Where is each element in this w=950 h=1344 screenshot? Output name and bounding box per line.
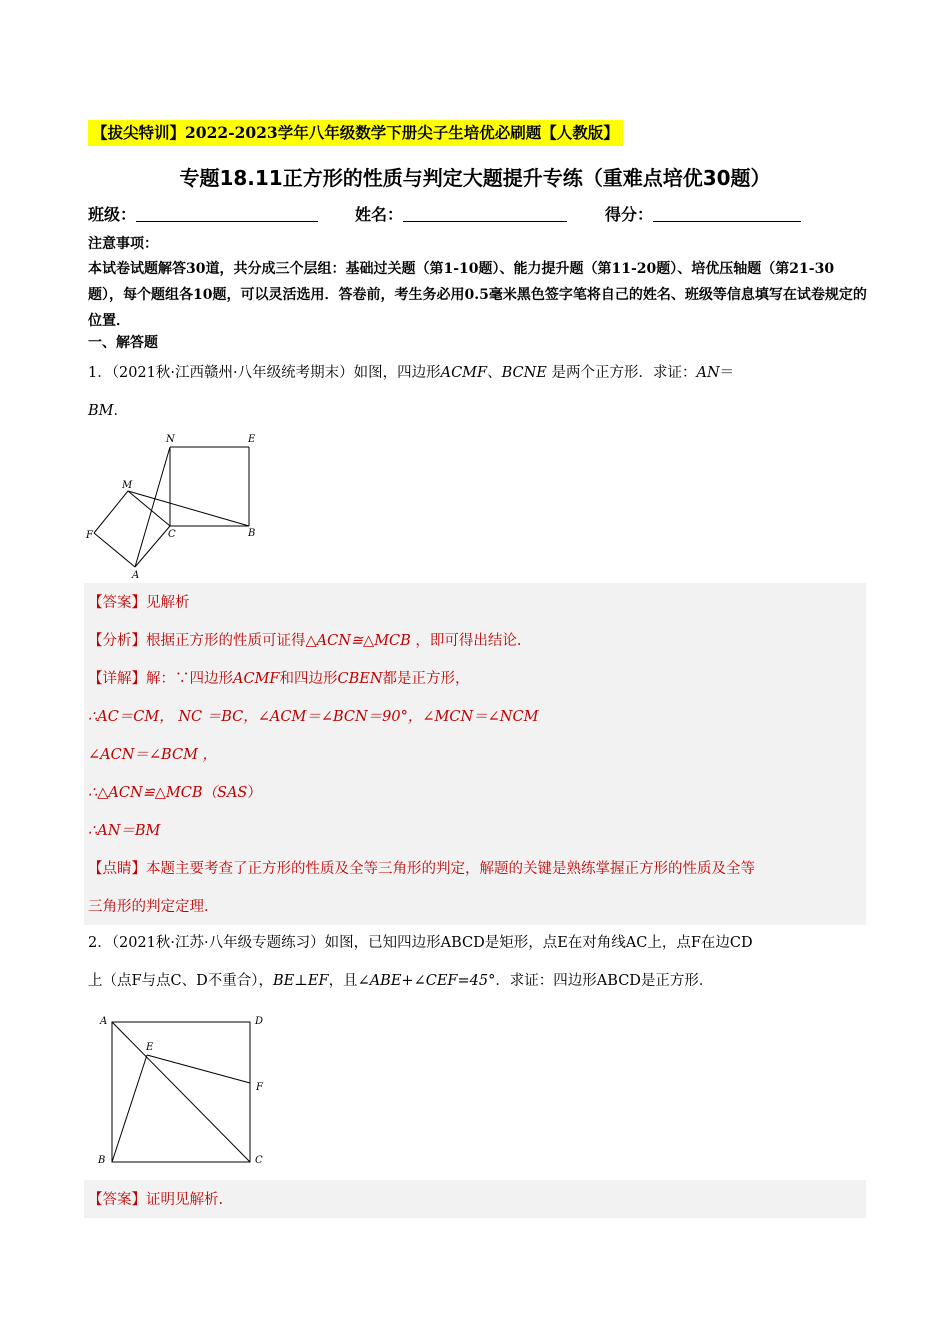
q1-label-e: E xyxy=(248,434,256,445)
q1-text-b: 是两个正方形．求证： xyxy=(546,365,697,381)
q1-comment-tag: 【点睛】 xyxy=(88,861,146,877)
q2-source: （2021秋·江苏·八年级专题练习） xyxy=(111,935,325,951)
q1-step-3-b: SAS xyxy=(217,785,248,801)
q1-source: （2021秋·江西赣州·八年级统考期末） xyxy=(111,365,354,381)
q1-label-c: C xyxy=(168,529,176,540)
q2-number: 2． xyxy=(88,935,112,951)
q1-solution-box xyxy=(84,583,866,925)
q1-detail-s1: ACMF xyxy=(233,671,280,687)
q1-analysis-tag: 【分析】 xyxy=(88,633,146,649)
question-1 xyxy=(88,354,868,430)
q1-separator: 、 xyxy=(487,365,502,381)
q1-answer-line xyxy=(88,591,190,612)
q1-period: ． xyxy=(113,403,129,419)
q2-line-2-b: ，且 xyxy=(328,973,358,989)
class-blank[interactable] xyxy=(136,203,318,222)
q1-figure xyxy=(84,430,274,582)
header-banner: 【拔尖特训】2022-2023学年八年级数学下册尖子生培优必刷题【人教版】 xyxy=(88,120,623,146)
q2-answer-tag: 【答案】 xyxy=(88,1192,146,1208)
q1-label-a: A xyxy=(132,570,140,581)
q1-label-f: F xyxy=(86,530,93,541)
q2-line-2-c: ．求证：四边形ABCD是正方形． xyxy=(495,973,714,989)
q1-step-1 xyxy=(88,705,538,726)
q1-answer-tag: 【答案】 xyxy=(88,595,146,611)
q1-comment-line-1 xyxy=(88,857,755,878)
q2-line-2-math: BE⊥EF xyxy=(273,973,329,989)
q1-step-3-a: ∴△ACN≌△MCB（ xyxy=(88,785,218,801)
q2-label-d: D xyxy=(255,1016,264,1027)
q1-step-3-c: ） xyxy=(247,785,262,801)
q2-figure xyxy=(92,1010,274,1168)
score-blank[interactable] xyxy=(653,203,801,222)
q1-label-n: N xyxy=(166,434,175,445)
q2-label-f: F xyxy=(256,1082,263,1093)
q1-square-1: ACMF xyxy=(440,365,488,381)
q1-step-2-text: ∠ACN＝∠BCM ， xyxy=(88,747,218,763)
q1-comment-line-2: 三角形的判定定理. xyxy=(88,899,209,915)
q2-line-2-a: 上（点F与点C、D不重合）， xyxy=(88,973,274,989)
q1-answer: 见解析 xyxy=(146,595,190,611)
q1-number: 1． xyxy=(88,365,112,381)
q2-answer: 证明见解析. xyxy=(146,1192,224,1208)
name-field xyxy=(355,203,567,227)
q2-label-e: E xyxy=(146,1042,154,1053)
q2-label-b: B xyxy=(98,1155,106,1166)
q2-label-a: A xyxy=(100,1016,108,1027)
q1-step-1-text: ∴AC＝CM， NC ＝BC，∠ACM＝∠BCN＝90°，∠MCN＝∠NCM xyxy=(88,709,539,725)
q2-solution-box xyxy=(84,1180,866,1218)
q1-label-m: M xyxy=(122,480,133,491)
q1-text-a: 如图，四边形 xyxy=(353,365,441,381)
q1-step-4-text: ∴AN＝BM xyxy=(88,823,161,839)
q1-detail-s2: CBEN xyxy=(337,671,383,687)
section-heading: 一、解答题 xyxy=(88,335,158,351)
class-field xyxy=(88,203,318,227)
score-label: 得分： xyxy=(605,205,654,224)
q2-answer-line xyxy=(88,1188,223,1209)
q1-analysis-b: ，即可得出结论. xyxy=(410,633,522,649)
name-blank[interactable] xyxy=(403,203,567,222)
q1-detail-b: 都是正方形， xyxy=(382,671,470,687)
notes-heading: 注意事项： xyxy=(88,236,158,252)
q2-line-1: 如图，已知四边形ABCD是矩形，点E在对角线AC上，点F在边CD xyxy=(324,935,753,951)
q1-analysis-line xyxy=(88,629,522,650)
q1-detail-a: 解：∵四边形 xyxy=(146,671,233,687)
q1-label-b: B xyxy=(248,528,256,539)
q1-analysis-math: △ACN≅△MCB xyxy=(305,633,411,649)
q1-step-4 xyxy=(88,819,160,840)
q1-step-2 xyxy=(88,743,217,764)
q1-detail-tag: 【详解】 xyxy=(88,671,146,687)
q1-step-3 xyxy=(88,781,262,802)
q1-square-2: BCNE xyxy=(501,365,547,381)
q1-detail-mid: 和四边形 xyxy=(279,671,338,687)
q1-claim-a: AN xyxy=(696,365,720,381)
q2-line-2-math-2: ∠ABE+∠CEF=45° xyxy=(357,973,496,989)
q1-equals: ＝ xyxy=(719,365,735,381)
q1-detail-line xyxy=(88,667,470,688)
name-label: 姓名： xyxy=(355,205,404,224)
q1-claim-b: BM xyxy=(88,403,114,419)
q1-analysis-a: 根据正方形的性质可证得 xyxy=(146,633,306,649)
notes-body: 本试卷试题解答30道，共分成三个层组：基础过关题（第1-10题）、能力提升题（第11-20题）、培优压轴题（第21-30题），每个题组各10题，可以灵活选用．答卷前，考生务必用0.5毫米黑色签字笔将自己的姓名、班级等信息填写在试卷规定的位置． xyxy=(88,261,867,329)
question-2 xyxy=(88,924,868,1000)
document-title: 专题18.11正方形的性质与判定大题提升专练（重难点培优30题） xyxy=(179,166,771,190)
q1-comment-1: 本题主要考查了正方形的性质及全等三角形的判定，解题的关键是熟练掌握正方形的性质及全等 xyxy=(146,861,755,877)
score-field xyxy=(605,203,801,227)
class-label: 班级： xyxy=(88,205,137,224)
q2-label-c: C xyxy=(255,1155,263,1166)
